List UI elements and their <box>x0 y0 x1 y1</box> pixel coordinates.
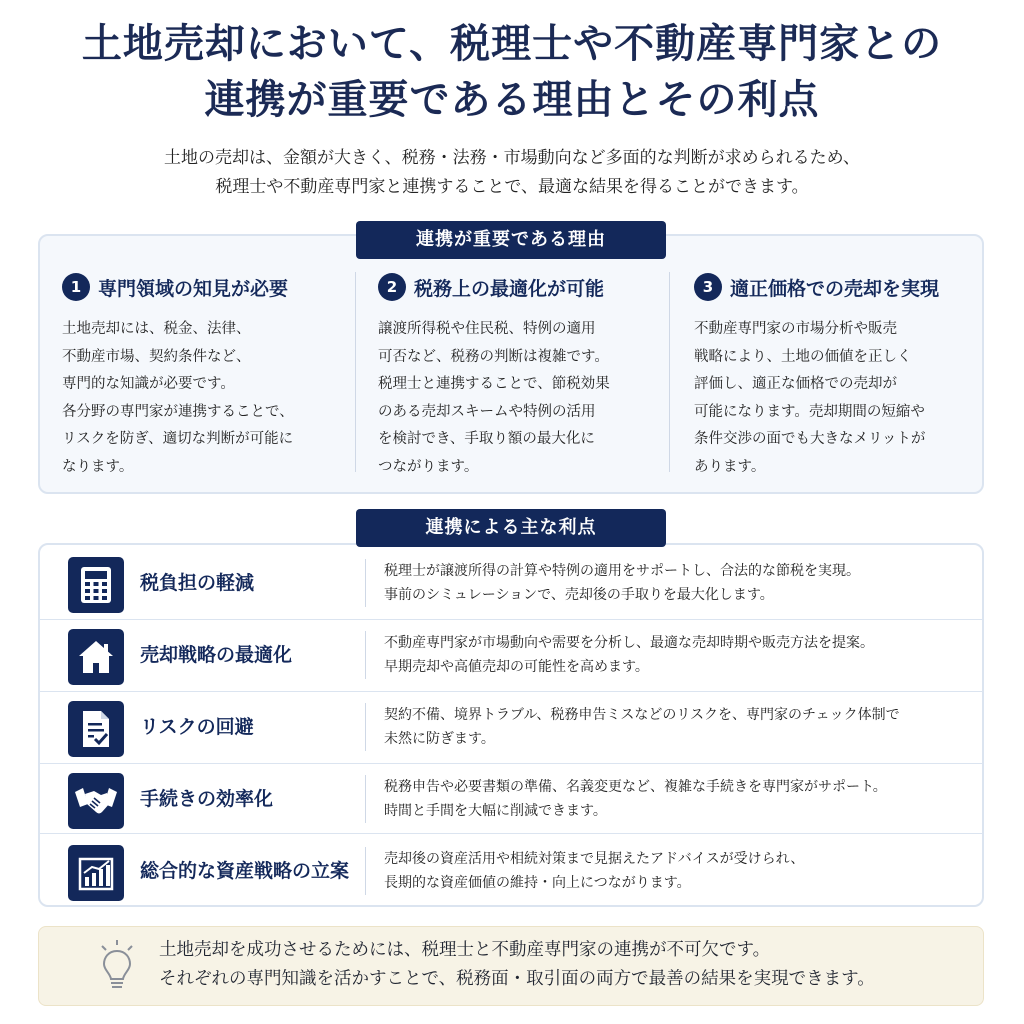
benefit-line: 契約不備、境界トラブル、税務申告ミスなどのリスクを、専門家のチェック体制で <box>384 707 900 723</box>
benefit-line: 税理士が譲渡所得の計算や特例の適用をサポートし、合法的な節税を実現。 <box>384 563 860 579</box>
row-divider <box>365 559 366 607</box>
benefit-description <box>384 703 900 751</box>
reason-line: 各分野の専門家が連携することで、 <box>62 403 294 420</box>
benefit-line: 時間と手間を大幅に削減できます。 <box>384 803 607 819</box>
checklist-document-icon <box>68 701 124 757</box>
benefit-label: 税負担の軽減 <box>140 572 255 594</box>
reason-line: 土地売却には、税金、法律、 <box>62 321 251 337</box>
row-divider <box>365 703 366 751</box>
reason-line: 可能になります。売却期間の短縮や <box>694 403 925 420</box>
benefit-label: 総合的な資産戦略の立案 <box>140 860 350 882</box>
reason-line: 不動産市場、契約条件など、 <box>62 348 251 365</box>
lead-line1: 土地の売却は、金額が大きく、税務・法務・市場動向など多面的な判断が求められるため、 <box>164 148 860 168</box>
reason-line: 専門的な知識が必要です。 <box>62 376 235 392</box>
reason-line: 税理士と連携することで、節税効果 <box>378 376 610 392</box>
benefit-row <box>40 617 982 689</box>
benefit-label: 手続きの効率化 <box>140 788 274 810</box>
benefit-row <box>40 689 982 761</box>
reason-line: つながります。 <box>378 458 479 475</box>
reason-line: リスクを防ぎ、適切な判断が可能に <box>62 431 294 447</box>
benefit-row <box>40 761 982 833</box>
reason-body <box>378 316 668 481</box>
lightbulb-icon <box>97 939 137 997</box>
reason-body <box>62 316 352 481</box>
reason-line: 評価し、適正な価格での売却が <box>694 376 897 392</box>
summary-line2: それぞれの専門知識を活かすことで、税務面・取引面の両方で最善の結果を実現できます。 <box>159 969 875 989</box>
benefits-heading: 連携による主な利点 <box>356 509 666 547</box>
row-divider <box>365 775 366 823</box>
reason-column-3 <box>694 270 984 481</box>
handshake-icon <box>68 773 124 829</box>
reason-column-2 <box>378 270 668 481</box>
reason-line: あります。 <box>694 458 766 475</box>
benefit-row <box>40 833 982 905</box>
benefit-line: 長期的な資産価値の維持・向上につながります。 <box>384 875 691 891</box>
reason-body <box>694 316 984 481</box>
number-badge: 2 <box>378 273 406 301</box>
growth-chart-icon <box>68 845 124 901</box>
summary-note <box>38 926 984 1006</box>
benefit-line: 税務申告や必要書類の準備、名義変更など、複雑な手続きを専門家がサポート。 <box>384 779 887 795</box>
benefit-description <box>384 631 874 679</box>
benefit-row <box>40 545 982 617</box>
calculator-icon <box>68 557 124 613</box>
benefit-label: リスクの回避 <box>140 716 254 738</box>
reason-title: 税務上の最適化が可能 <box>414 277 605 300</box>
column-divider <box>669 272 670 472</box>
benefit-line: 事前のシミュレーションで、売却後の手取りを最大化します。 <box>384 587 774 603</box>
benefit-description <box>384 775 887 823</box>
reason-line: 不動産専門家の市場分析や販売 <box>694 321 897 337</box>
benefit-description <box>384 847 804 895</box>
reason-line: 可否など、税務の判断は複雑です。 <box>378 348 609 365</box>
reason-line: のある売却スキームや特例の活用 <box>378 403 596 420</box>
row-divider <box>365 631 366 679</box>
reason-title: 適正価格での売却を実現 <box>730 277 940 300</box>
reason-column-1 <box>62 270 352 481</box>
house-icon <box>68 629 124 685</box>
benefit-line: 不動産専門家が市場動向や需要を分析し、最適な売却時期や販売方法を提案。 <box>384 635 874 651</box>
reason-line: 戦略により、土地の価値を正しく <box>694 348 912 365</box>
summary-text <box>159 936 875 994</box>
benefit-line: 未然に防ぎます。 <box>384 731 495 747</box>
reason-line: 譲渡所得税や住民税、特例の適用 <box>378 321 596 337</box>
reason-title: 専門領域の知見が必要 <box>98 277 289 300</box>
number-badge: 3 <box>694 273 722 301</box>
benefit-label: 売却戦略の最適化 <box>140 644 293 666</box>
reason-line: を検討でき、手取り額の最大化に <box>378 431 595 447</box>
benefit-line: 早期売却や高値売却の可能性を高めます。 <box>384 659 649 675</box>
number-badge: 1 <box>62 273 90 301</box>
page-title-line2: 連携が重要である理由とその利点 <box>204 76 820 123</box>
benefit-description <box>384 559 860 607</box>
column-divider <box>355 272 356 472</box>
row-divider <box>365 847 366 895</box>
reason-line: 条件交渉の面でも大きなメリットが <box>694 431 926 447</box>
lead-line2: 税理士や不動産専門家と連携することで、最適な結果を得ることができます。 <box>215 177 809 197</box>
summary-line1: 土地売却を成功させるためには、税理士と不動産専門家の連携が不可欠です。 <box>159 940 771 960</box>
reasons-heading: 連携が重要である理由 <box>356 221 666 259</box>
page-title-line1: 土地売却において、税理士や不動産専門家との <box>81 20 943 67</box>
reason-line: なります。 <box>62 458 134 475</box>
benefit-line: 売却後の資産活用や相続対策まで見据えたアドバイスが受けられ、 <box>384 851 805 867</box>
